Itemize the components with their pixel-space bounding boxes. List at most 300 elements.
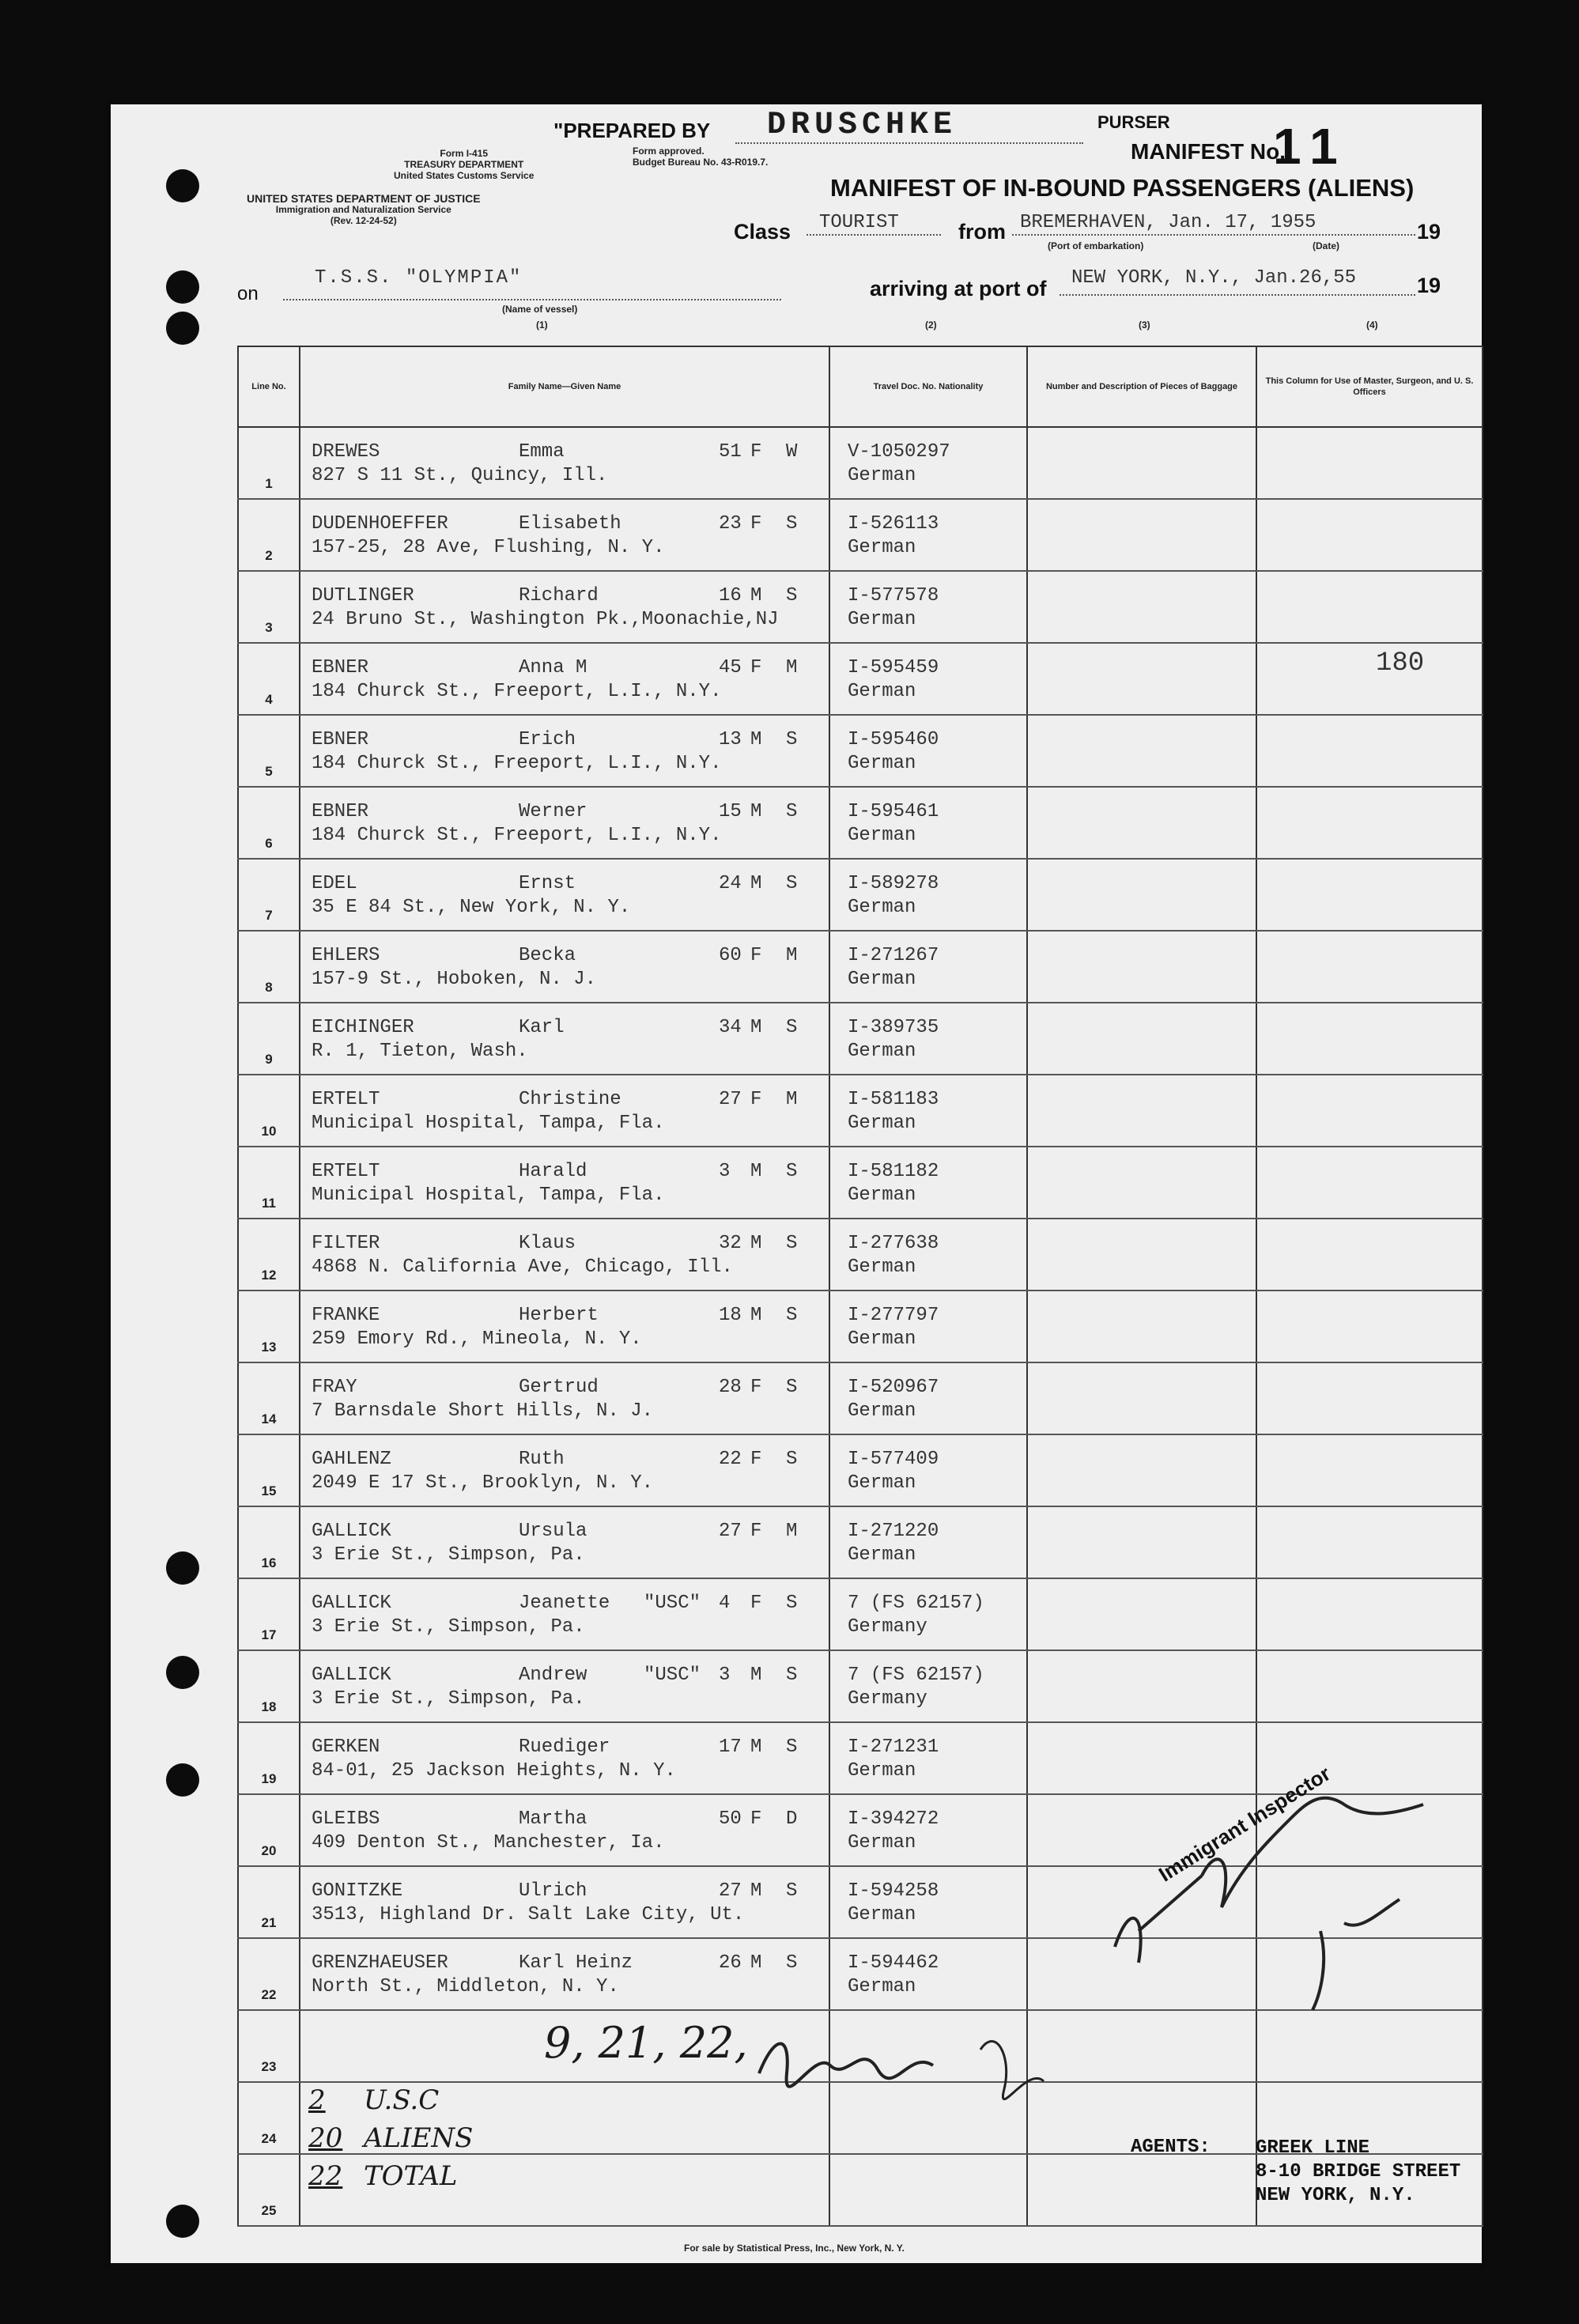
doc-cell (829, 1362, 1027, 1434)
sex: M (750, 1880, 762, 1902)
sex: M (750, 1161, 762, 1182)
customs-service: United States Customs Service (394, 170, 535, 181)
marital-status: S (786, 1305, 798, 1326)
age: 26 (719, 1952, 742, 1974)
line-number: 14 (261, 1411, 277, 1427)
sex: F (750, 657, 762, 678)
punch-hole (166, 1763, 199, 1797)
passenger-entry (312, 1592, 818, 1639)
officer-cell (1256, 1362, 1483, 1434)
travel-doc-number: I-577578 (848, 585, 939, 607)
table-row (238, 1219, 1483, 1290)
inspector-scribble (743, 2018, 1154, 2105)
sex: F (750, 1521, 762, 1542)
line-number: 8 (265, 980, 273, 995)
officer-cell (1256, 1506, 1483, 1578)
doc-cell (829, 571, 1027, 643)
line-number: 5 (265, 764, 273, 779)
nationality: German (848, 537, 916, 558)
doc-cell (829, 1938, 1027, 2010)
line-number-cell (238, 1219, 300, 1290)
table-row (238, 1290, 1483, 1362)
manifest-sheet (111, 104, 1482, 2263)
sex: M (750, 1665, 762, 1686)
travel-doc-number: I-595461 (848, 801, 939, 822)
officer-cell (1256, 427, 1483, 499)
travel-doc-number: I-520967 (848, 1377, 939, 1398)
marital-status: S (786, 1952, 798, 1974)
family-name: DREWES (312, 441, 380, 463)
line-number: 20 (261, 1843, 277, 1858)
sex: M (750, 729, 762, 750)
officer-cell (1256, 931, 1483, 1003)
line-number-cell (238, 1938, 300, 2010)
given-name: Karl Heinz (519, 1952, 633, 1974)
officer-cell (1256, 715, 1483, 787)
doc-cell (829, 499, 1027, 571)
passenger-entry (312, 1520, 818, 1567)
baggage-cell (1027, 2154, 1256, 2226)
class-value: TOURIST (819, 212, 899, 233)
age: 27 (719, 1089, 742, 1110)
sex: M (750, 873, 762, 894)
passenger-cell (300, 1578, 829, 1650)
nationality: German (848, 1113, 916, 1134)
summary-aliens: 20 ALIENS (308, 2122, 474, 2154)
age: 60 (719, 945, 742, 966)
marital-status: M (786, 945, 798, 966)
line-number-cell (238, 715, 300, 787)
baggage-cell (1027, 931, 1256, 1003)
table-row (238, 931, 1483, 1003)
sex: F (750, 441, 762, 463)
family-name: ERTELT (312, 1161, 380, 1182)
marital-status: S (786, 1736, 798, 1758)
inspector-stamp: Immigrant Inspector (1154, 1761, 1335, 1887)
family-name: GALLICK (312, 1521, 391, 1542)
line-number: 11 (262, 1196, 276, 1211)
passenger-cell (300, 571, 829, 643)
punch-hole (166, 169, 199, 202)
passenger-entry (312, 584, 818, 632)
passenger-cell (300, 1938, 829, 2010)
passenger-entry (312, 1880, 818, 1927)
doc-cell (829, 1794, 1027, 1866)
passenger-cell (300, 1866, 829, 1938)
passenger-entry (312, 728, 818, 776)
nationality: German (848, 1760, 916, 1782)
doc-cell (829, 1722, 1027, 1794)
nationality: German (848, 753, 916, 774)
passenger-entry (312, 1160, 818, 1207)
officer-cell (1256, 1578, 1483, 1650)
col-number-1: (1) (536, 319, 548, 331)
marital-status: S (786, 729, 798, 750)
line-number-cell (238, 1722, 300, 1794)
prepared-by-line (735, 142, 1083, 144)
doc-cell (829, 1578, 1027, 1650)
line-number: 7 (265, 908, 273, 923)
nationality: German (848, 1041, 916, 1062)
col-header-line: Line No. (238, 346, 300, 427)
baggage-cell (1027, 499, 1256, 571)
line-number: 23 (261, 2059, 277, 2074)
age: 3 (719, 1665, 731, 1686)
marital-status: S (786, 513, 798, 535)
doc-cell (829, 787, 1027, 859)
doc-cell (829, 1866, 1027, 1938)
passenger-cell (300, 1434, 829, 1506)
baggage-cell (1027, 1075, 1256, 1147)
passenger-cell (300, 1003, 829, 1075)
nationality: German (848, 1400, 916, 1422)
given-name: Ruth (519, 1449, 565, 1470)
baggage-cell (1027, 859, 1256, 931)
age: 51 (719, 441, 742, 463)
manifest-label: MANIFEST No. (1131, 139, 1286, 164)
line-number: 22 (261, 1987, 277, 2002)
address: 409 Denton St., Manchester, Ia. (312, 1832, 665, 1854)
officer-cell (1256, 2010, 1483, 2082)
line-number: 12 (261, 1268, 277, 1283)
address: 259 Emory Rd., Mineola, N. Y. (312, 1328, 642, 1350)
line-number: 10 (261, 1124, 277, 1139)
on-label: on (237, 283, 259, 304)
col-number-4: (4) (1366, 319, 1378, 331)
marital-status: S (786, 1593, 798, 1614)
given-name: Karl (519, 1017, 565, 1038)
given-name: Ulrich (519, 1880, 587, 1902)
doc-cell (829, 715, 1027, 787)
address: 3 Erie St., Simpson, Pa. (312, 1688, 585, 1710)
vessel-caption: (Name of vessel) (502, 304, 578, 315)
travel-doc-number: I-577409 (848, 1449, 939, 1470)
age: 27 (719, 1880, 742, 1902)
class-label: Class (734, 220, 791, 244)
baggage-cell (1027, 571, 1256, 643)
officer-cell (1256, 1650, 1483, 1722)
table-row (238, 1003, 1483, 1075)
date-caption: (Date) (1313, 240, 1340, 251)
line-number-cell (238, 1003, 300, 1075)
baggage-cell (1027, 1650, 1256, 1722)
from-label: from (958, 220, 1006, 244)
line-number: 16 (261, 1555, 277, 1570)
address: 157-25, 28 Ave, Flushing, N. Y. (312, 537, 665, 558)
given-name: Klaus (519, 1233, 576, 1254)
marital-status: S (786, 585, 798, 607)
table-row (238, 787, 1483, 859)
nationality: German (848, 1544, 916, 1566)
doc-cell (829, 931, 1027, 1003)
family-name: GAHLENZ (312, 1449, 391, 1470)
age: 50 (719, 1808, 742, 1830)
prepared-by-label: "PREPARED BY (553, 119, 711, 142)
col-number-2: (2) (925, 319, 937, 331)
handwritten-line-refs: 9, 21, 22, (544, 2018, 748, 2068)
passenger-cell (300, 787, 829, 859)
doc-cell (829, 1003, 1027, 1075)
nationality: Germany (848, 1688, 927, 1710)
family-name: ERTELT (312, 1089, 380, 1110)
manifest-number: 11 (1273, 118, 1349, 175)
passenger-cell (300, 1075, 829, 1147)
line-number: 24 (261, 2131, 277, 2146)
address: 84-01, 25 Jackson Heights, N. Y. (312, 1760, 676, 1782)
passenger-entry (312, 1304, 818, 1351)
line-number: 25 (261, 2203, 277, 2218)
given-name: Herbert (519, 1305, 599, 1326)
address: 24 Bruno St., Washington Pk.,Moonachie,NJ (312, 609, 779, 630)
given-name: Erich (519, 729, 576, 750)
sex: M (750, 1233, 762, 1254)
family-name: EBNER (312, 729, 369, 750)
punch-hole (166, 1551, 199, 1585)
table-row (238, 499, 1483, 571)
sex: F (750, 945, 762, 966)
passenger-entry (312, 512, 818, 560)
given-name: Ursula (519, 1521, 587, 1542)
address: 3513, Highland Dr. Salt Lake City, Ut. (312, 1904, 745, 1925)
nationality: German (848, 681, 916, 702)
baggage-cell (1027, 1290, 1256, 1362)
passenger-cell (300, 859, 829, 931)
line-number-cell (238, 1866, 300, 1938)
baggage-cell (1027, 1003, 1256, 1075)
table-row (238, 571, 1483, 643)
age: 24 (719, 873, 742, 894)
family-name: EICHINGER (312, 1017, 414, 1038)
passenger-entry (312, 1016, 818, 1064)
arriving-label: arriving at port of (870, 277, 1047, 300)
line-number-cell (238, 643, 300, 715)
travel-doc-number: I-594462 (848, 1952, 939, 1974)
usc-mark: "USC" (644, 1665, 701, 1686)
arriving-line (1060, 294, 1415, 296)
agents-label: AGENTS: (1131, 2137, 1211, 2158)
baggage-cell (1027, 427, 1256, 499)
line-number-cell (238, 2082, 300, 2154)
address: Municipal Hospital, Tampa, Fla. (312, 1113, 665, 1134)
given-name: Jeanette (519, 1593, 610, 1614)
passenger-cell (300, 1147, 829, 1219)
table-row (238, 715, 1483, 787)
marital-status: W (786, 441, 798, 463)
marital-status: M (786, 657, 798, 678)
col-header-baggage: Number and Description of Pieces of Baggage (1027, 346, 1256, 427)
officer-cell (1256, 1219, 1483, 1290)
table-row (238, 1075, 1483, 1147)
family-name: GALLICK (312, 1593, 391, 1614)
travel-doc-number: I-394272 (848, 1808, 939, 1830)
col-header-name: Family Name—Given Name (300, 346, 829, 427)
travel-doc-number: 7 (FS 62157) (848, 1593, 984, 1614)
marital-status: M (786, 1521, 798, 1542)
nationality: German (848, 897, 916, 918)
passenger-entry (312, 1664, 818, 1711)
table-row (238, 1147, 1483, 1219)
punch-hole (166, 2205, 199, 2238)
travel-doc-number: I-389735 (848, 1017, 939, 1038)
dept-justice: UNITED STATES DEPARTMENT OF JUSTICE (247, 192, 481, 205)
baggage-cell (1027, 1434, 1256, 1506)
line-number-cell (238, 2010, 300, 2082)
doc-cell (829, 1650, 1027, 1722)
passenger-cell (300, 1219, 829, 1290)
sex: F (750, 1808, 762, 1830)
family-name: FILTER (312, 1233, 380, 1254)
marital-status: M (786, 1089, 798, 1110)
nationality: Germany (848, 1616, 927, 1638)
line-number: 1 (265, 476, 273, 491)
sex: F (750, 513, 762, 535)
age: 32 (719, 1233, 742, 1254)
revision: (Rev. 12-24-52) (330, 215, 397, 226)
passenger-entry (312, 1736, 818, 1783)
passenger-cell (300, 499, 829, 571)
passenger-entry (312, 1088, 818, 1136)
marital-status: D (786, 1808, 798, 1830)
address: 184 Churck St., Freeport, L.I., N.Y. (312, 825, 722, 846)
address: R. 1, Tieton, Wash. (312, 1041, 528, 1062)
address: 4868 N. California Ave, Chicago, Ill. (312, 1256, 733, 1278)
line-number-cell (238, 931, 300, 1003)
age: 23 (719, 513, 742, 535)
line-number-cell (238, 859, 300, 931)
sex: F (750, 1089, 762, 1110)
line-number-cell (238, 1075, 300, 1147)
travel-doc-number: I-589278 (848, 873, 939, 894)
doc-cell (829, 1147, 1027, 1219)
baggage-cell (1027, 1578, 1256, 1650)
age: 15 (719, 801, 742, 822)
passenger-entry (312, 1232, 818, 1279)
passenger-cell (300, 931, 829, 1003)
agent-name: GREEK LINE (1256, 2137, 1370, 2159)
sex: M (750, 1952, 762, 1974)
line-number: 2 (265, 548, 273, 563)
nationality: German (848, 969, 916, 990)
approval-block (633, 145, 768, 168)
line-number-cell (238, 499, 300, 571)
marital-status: S (786, 1665, 798, 1686)
passenger-cell (300, 1650, 829, 1722)
col-number-3: (3) (1139, 319, 1150, 331)
line-number: 18 (261, 1699, 277, 1714)
col-header-officers: This Column for Use of Master, Surgeon, and U. S. Officers (1256, 346, 1483, 427)
travel-doc-number: I-526113 (848, 513, 939, 535)
given-name: Ernst (519, 873, 576, 894)
doc-cell (829, 643, 1027, 715)
summary-total: 22 TOTAL (308, 2160, 458, 2192)
marital-status: S (786, 873, 798, 894)
officer-cell (1256, 1075, 1483, 1147)
sex: M (750, 1736, 762, 1758)
passenger-cell (300, 1506, 829, 1578)
line-number: 9 (265, 1052, 273, 1067)
travel-doc-number: I-581182 (848, 1161, 939, 1182)
passenger-cell (300, 715, 829, 787)
given-name: Anna M (519, 657, 587, 678)
given-name: Werner (519, 801, 587, 822)
passenger-entry (312, 872, 818, 920)
purser-label: PURSER (1097, 112, 1170, 132)
doc-cell (829, 1075, 1027, 1147)
table-row (238, 1362, 1483, 1434)
sex: F (750, 1449, 762, 1470)
officer-cell (1256, 1147, 1483, 1219)
address: North St., Middleton, N. Y. (312, 1976, 619, 1997)
line-number: 15 (261, 1483, 277, 1498)
manifest-title: MANIFEST OF IN-BOUND PASSENGERS (ALIENS) (830, 174, 1415, 202)
form-block (394, 148, 534, 181)
travel-doc-number: I-581183 (848, 1089, 939, 1110)
agent-city: NEW YORK, N.Y. (1256, 2185, 1415, 2206)
nationality: German (848, 1185, 916, 1206)
given-name: Martha (519, 1808, 587, 1830)
doc-cell (829, 1434, 1027, 1506)
given-name: Ruediger (519, 1736, 610, 1758)
port-caption: (Port of embarkation) (1048, 240, 1144, 251)
given-name: Gertrud (519, 1377, 599, 1398)
address: 184 Churck St., Freeport, L.I., N.Y. (312, 681, 722, 702)
line-number: 17 (261, 1627, 277, 1642)
agents-block (1256, 2137, 1460, 2208)
year-suffix: 19 (1417, 220, 1441, 244)
age: 3 (719, 1161, 731, 1182)
table-row (238, 1434, 1483, 1506)
address: 7 Barnsdale Short Hills, N. J. (312, 1400, 654, 1422)
address: 184 Churck St., Freeport, L.I., N.Y. (312, 753, 722, 774)
travel-doc-number: V-1050297 (848, 441, 950, 463)
travel-doc-number: I-271220 (848, 1521, 939, 1542)
marital-status: S (786, 1017, 798, 1038)
form-number: Form I-415 (440, 148, 489, 159)
from-value: BREMERHAVEN, Jan. 17, 1955 (1020, 212, 1316, 233)
baggage-cell (1027, 643, 1256, 715)
officer-cell (1256, 643, 1483, 715)
vessel-name: T.S.S. "OLYMPIA" (315, 267, 523, 289)
line-number-cell (238, 571, 300, 643)
passenger-entry (312, 1448, 818, 1495)
officer-cell (1256, 571, 1483, 643)
age: 34 (719, 1017, 742, 1038)
given-name: Andrew (519, 1665, 587, 1686)
age: 16 (719, 585, 742, 607)
line-number-cell (238, 1434, 300, 1506)
officer-cell (1256, 1290, 1483, 1362)
passenger-entry (312, 1808, 818, 1855)
inspector-signature (1083, 1757, 1431, 2018)
punch-hole (166, 270, 199, 304)
nationality: German (848, 609, 916, 630)
passenger-cell (300, 1722, 829, 1794)
line-number: 19 (261, 1771, 277, 1786)
class-line (806, 234, 941, 236)
passenger-cell (300, 1794, 829, 1866)
age: 13 (719, 729, 742, 750)
officer-cell (1256, 787, 1483, 859)
baggage-cell (1027, 1506, 1256, 1578)
sex: M (750, 801, 762, 822)
budget-bureau: Budget Bureau No. 43-R019.7. (633, 157, 769, 168)
address: 2049 E 17 St., Brooklyn, N. Y. (312, 1472, 654, 1494)
marital-status: S (786, 801, 798, 822)
age: 45 (719, 657, 742, 678)
nationality: German (848, 1976, 916, 1997)
line-number-cell (238, 1650, 300, 1722)
officer-note: 180 (1376, 648, 1425, 678)
